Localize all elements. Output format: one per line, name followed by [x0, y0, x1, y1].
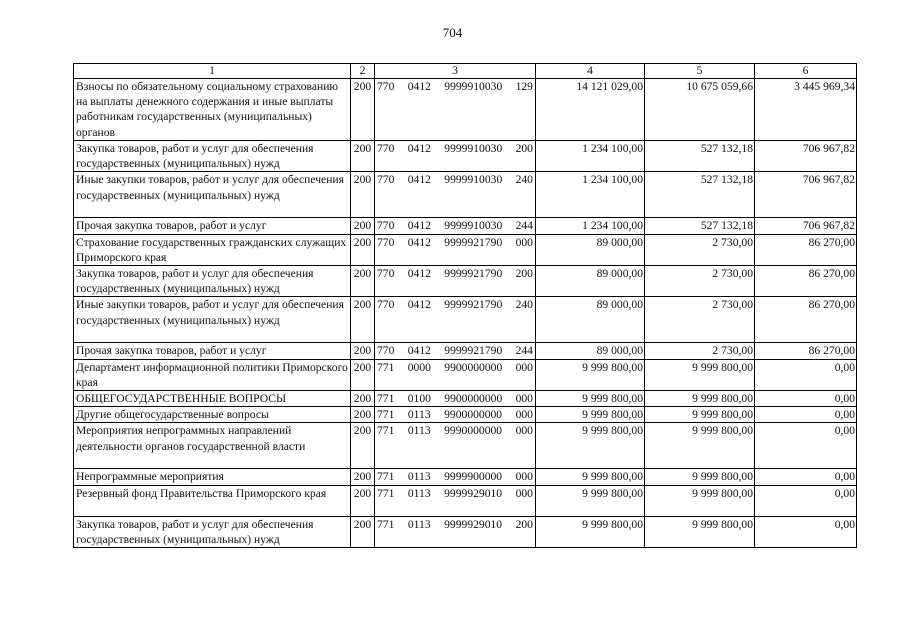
- row-code-200: 200: [351, 485, 375, 516]
- classification-code-group: [375, 172, 535, 187]
- code-section: 0113: [407, 486, 431, 500]
- code-ministry: 770: [377, 267, 395, 281]
- code-expense-type: 240: [515, 298, 533, 312]
- row-value-6: 86 270,00: [755, 297, 857, 343]
- code-ministry: 771: [377, 360, 395, 374]
- code-expense-type: 129: [515, 80, 533, 93]
- row-value-6: 86 270,00: [755, 343, 857, 359]
- code-article: 9999921790: [444, 267, 503, 281]
- row-name: Прочая закупка товаров, работ и услуг: [74, 343, 351, 359]
- row-name: Закупка товаров, работ и услуг для обеспечения государственных (муниципальных) нужд: [74, 141, 351, 172]
- classification-code-group: [375, 235, 535, 250]
- code-ministry: 770: [377, 219, 395, 233]
- row-classification-code: [375, 391, 536, 407]
- row-classification-code: [375, 218, 536, 234]
- row-code-200: 200: [351, 359, 375, 390]
- row-name: Мероприятия непрограммных направлений деятельности органов государственной власти: [74, 423, 351, 469]
- code-expense-type: 000: [515, 408, 533, 422]
- row-name: Непрограммные мероприятия: [74, 469, 351, 485]
- row-name: Другие общегосударственные вопросы: [74, 407, 351, 423]
- row-code-200: 200: [351, 469, 375, 485]
- code-ministry: 770: [377, 80, 395, 93]
- classification-code-group: [375, 517, 535, 532]
- table-row: [74, 391, 857, 407]
- row-name: Взносы по обязательному социальному страхованию на выплаты денежного содержания и иные выплаты работникам государственных (муниципальных) органов: [74, 79, 351, 141]
- row-code-200: 200: [351, 343, 375, 359]
- code-article: 9900000000: [444, 408, 503, 422]
- row-classification-code: [375, 297, 536, 343]
- row-value-5: 2 730,00: [645, 297, 755, 343]
- row-value-6: 0,00: [755, 407, 857, 423]
- code-article: 9999910030: [444, 142, 503, 155]
- code-section: 0412: [407, 267, 431, 281]
- code-article: 9999929010: [444, 517, 503, 531]
- row-code-200: 200: [351, 79, 375, 141]
- row-value-4: 1 234 100,00: [536, 218, 645, 234]
- row-value-5: 527 132,18: [645, 141, 755, 172]
- classification-code-group: [375, 266, 535, 281]
- row-classification-code: [375, 359, 536, 390]
- column-header-5: 5: [645, 64, 755, 79]
- code-expense-type: 000: [515, 392, 533, 406]
- code-ministry: 770: [377, 235, 395, 249]
- code-ministry: 770: [377, 142, 395, 155]
- code-section: 0113: [407, 424, 431, 438]
- table-row: [74, 297, 857, 343]
- table-row: [74, 469, 857, 485]
- row-classification-code: [375, 266, 536, 297]
- table-row: [74, 423, 857, 469]
- row-code-200: 200: [351, 172, 375, 218]
- row-name: Прочая закупка товаров, работ и услуг: [74, 218, 351, 234]
- code-expense-type: 244: [515, 219, 533, 233]
- code-article: 9999900000: [444, 470, 503, 484]
- code-ministry: 770: [377, 173, 395, 187]
- classification-code-group: [375, 218, 535, 233]
- table-row: [74, 218, 857, 234]
- table-row: [74, 141, 857, 172]
- row-value-5: 10 675 059,66: [645, 79, 755, 141]
- code-article: 9999910030: [444, 219, 503, 233]
- row-value-6: 706 967,82: [755, 218, 857, 234]
- row-value-6: 3 445 969,34: [755, 79, 857, 141]
- row-classification-code: [375, 485, 536, 516]
- row-name: Иные закупки товаров, работ и услуг для обеспечения государственных (муниципальных) нужд: [74, 172, 351, 218]
- table-row: [74, 516, 857, 547]
- row-classification-code: [375, 423, 536, 469]
- row-code-200: 200: [351, 141, 375, 172]
- table-body: [74, 64, 857, 548]
- row-name: Департамент информационной политики Приморского края: [74, 359, 351, 390]
- code-section: 0412: [407, 344, 431, 358]
- code-expense-type: 000: [515, 470, 533, 484]
- classification-code-group: [375, 391, 535, 406]
- code-article: 9999910030: [444, 173, 503, 187]
- code-section: 0113: [407, 470, 431, 484]
- row-name: Закупка товаров, работ и услуг для обеспечения государственных (муниципальных) нужд: [74, 516, 351, 547]
- code-section: 0100: [407, 392, 431, 406]
- code-expense-type: 200: [515, 267, 533, 281]
- code-article: 9990000000: [444, 424, 503, 438]
- row-value-5: 9 999 800,00: [645, 485, 755, 516]
- code-expense-type: 240: [515, 173, 533, 187]
- code-expense-type: 200: [515, 142, 533, 155]
- row-code-200: 200: [351, 297, 375, 343]
- row-value-5: 527 132,18: [645, 218, 755, 234]
- row-value-6: 86 270,00: [755, 266, 857, 297]
- row-value-4: 14 121 029,00: [536, 79, 645, 141]
- row-value-6: 0,00: [755, 391, 857, 407]
- row-code-200: 200: [351, 391, 375, 407]
- header-row: [74, 64, 857, 79]
- code-expense-type: 000: [515, 424, 533, 438]
- row-value-4: 9 999 800,00: [536, 391, 645, 407]
- classification-code-group: [375, 141, 535, 156]
- code-article: 9999921790: [444, 344, 503, 358]
- row-value-6: 706 967,82: [755, 141, 857, 172]
- table-row: [74, 266, 857, 297]
- row-value-4: 89 000,00: [536, 266, 645, 297]
- table-row: [74, 359, 857, 390]
- code-section: 0412: [407, 142, 431, 155]
- row-code-200: 200: [351, 234, 375, 265]
- classification-code-group: [375, 297, 535, 312]
- page-number: 704: [442, 25, 463, 40]
- row-value-6: 0,00: [755, 516, 857, 547]
- code-expense-type: 200: [515, 517, 533, 531]
- row-value-5: 9 999 800,00: [645, 423, 755, 469]
- row-classification-code: [375, 469, 536, 485]
- code-section: 0412: [407, 298, 431, 312]
- row-value-4: 9 999 800,00: [536, 423, 645, 469]
- code-article: 9999921790: [444, 298, 503, 312]
- row-value-4: 89 000,00: [536, 343, 645, 359]
- classification-code-group: [375, 423, 535, 438]
- classification-code-group: [375, 407, 535, 422]
- code-ministry: 771: [377, 392, 395, 406]
- row-name: Резервный фонд Правительства Приморского края: [74, 485, 351, 516]
- code-ministry: 770: [377, 298, 395, 312]
- classification-code-group: [375, 360, 535, 375]
- classification-code-group: [375, 343, 535, 358]
- row-value-4: 89 000,00: [536, 234, 645, 265]
- code-section: 0412: [407, 173, 431, 187]
- row-name: Страхование государственных гражданских служащих Приморского края: [74, 234, 351, 265]
- column-header-6: 6: [755, 64, 857, 79]
- row-value-5: 9 999 800,00: [645, 516, 755, 547]
- row-value-5: 9 999 800,00: [645, 407, 755, 423]
- row-code-200: 200: [351, 423, 375, 469]
- row-value-6: 706 967,82: [755, 172, 857, 218]
- row-code-200: 200: [351, 218, 375, 234]
- row-value-4: 1 234 100,00: [536, 141, 645, 172]
- classification-code-group: [375, 469, 535, 484]
- budget-table: [73, 63, 857, 548]
- code-section: 0412: [407, 219, 431, 233]
- row-classification-code: [375, 343, 536, 359]
- code-expense-type: 000: [515, 235, 533, 249]
- row-classification-code: [375, 79, 536, 141]
- column-header-4: 4: [536, 64, 645, 79]
- code-section: 0000: [407, 360, 431, 374]
- table-row: [74, 79, 857, 141]
- row-code-200: 200: [351, 266, 375, 297]
- code-section: 0412: [407, 235, 431, 249]
- row-value-5: 9 999 800,00: [645, 469, 755, 485]
- row-code-200: 200: [351, 516, 375, 547]
- column-header-3: 3: [375, 64, 536, 79]
- row-value-5: 9 999 800,00: [645, 359, 755, 390]
- code-ministry: 771: [377, 424, 395, 438]
- row-value-4: 9 999 800,00: [536, 469, 645, 485]
- code-article: 9900000000: [444, 392, 503, 406]
- column-header-1: 1: [74, 64, 351, 79]
- row-value-4: 9 999 800,00: [536, 485, 645, 516]
- row-value-6: 0,00: [755, 423, 857, 469]
- classification-code-group: [375, 486, 535, 501]
- column-header-2: 2: [351, 64, 375, 79]
- table-row: [74, 172, 857, 218]
- row-name: Закупка товаров, работ и услуг для обеспечения государственных (муниципальных) нужд: [74, 266, 351, 297]
- code-section: 0412: [407, 80, 431, 93]
- code-ministry: 771: [377, 470, 395, 484]
- row-classification-code: [375, 407, 536, 423]
- code-expense-type: 000: [515, 360, 533, 374]
- code-ministry: 771: [377, 486, 395, 500]
- row-value-6: 0,00: [755, 359, 857, 390]
- row-value-5: 2 730,00: [645, 234, 755, 265]
- row-value-4: 89 000,00: [536, 297, 645, 343]
- row-classification-code: [375, 516, 536, 547]
- row-value-4: 1 234 100,00: [536, 172, 645, 218]
- code-expense-type: 244: [515, 344, 533, 358]
- row-name: ОБЩЕГОСУДАРСТВЕННЫЕ ВОПРОСЫ: [74, 391, 351, 407]
- table-row: [74, 485, 857, 516]
- row-value-5: 2 730,00: [645, 343, 755, 359]
- row-value-6: 86 270,00: [755, 234, 857, 265]
- code-expense-type: 000: [515, 486, 533, 500]
- row-value-6: 0,00: [755, 469, 857, 485]
- code-section: 0113: [407, 408, 431, 422]
- code-article: 9999929010: [444, 486, 503, 500]
- code-ministry: 771: [377, 517, 395, 531]
- row-code-200: 200: [351, 407, 375, 423]
- table-row: [74, 343, 857, 359]
- row-classification-code: [375, 141, 536, 172]
- row-value-5: 9 999 800,00: [645, 391, 755, 407]
- row-name: Иные закупки товаров, работ и услуг для обеспечения государственных (муниципальных) нужд: [74, 297, 351, 343]
- code-article: 9999921790: [444, 235, 503, 249]
- table-row: [74, 234, 857, 265]
- code-ministry: 771: [377, 408, 395, 422]
- row-value-5: 2 730,00: [645, 266, 755, 297]
- table-row: [74, 407, 857, 423]
- row-value-4: 9 999 800,00: [536, 407, 645, 423]
- row-value-4: 9 999 800,00: [536, 359, 645, 390]
- row-value-4: 9 999 800,00: [536, 516, 645, 547]
- row-value-5: 527 132,18: [645, 172, 755, 218]
- row-classification-code: [375, 172, 536, 218]
- row-classification-code: [375, 234, 536, 265]
- code-article: 9900000000: [444, 360, 503, 374]
- code-ministry: 770: [377, 344, 395, 358]
- code-article: 9999910030: [444, 80, 503, 93]
- code-section: 0113: [407, 517, 431, 531]
- row-value-6: 0,00: [755, 485, 857, 516]
- classification-code-group: [375, 79, 535, 94]
